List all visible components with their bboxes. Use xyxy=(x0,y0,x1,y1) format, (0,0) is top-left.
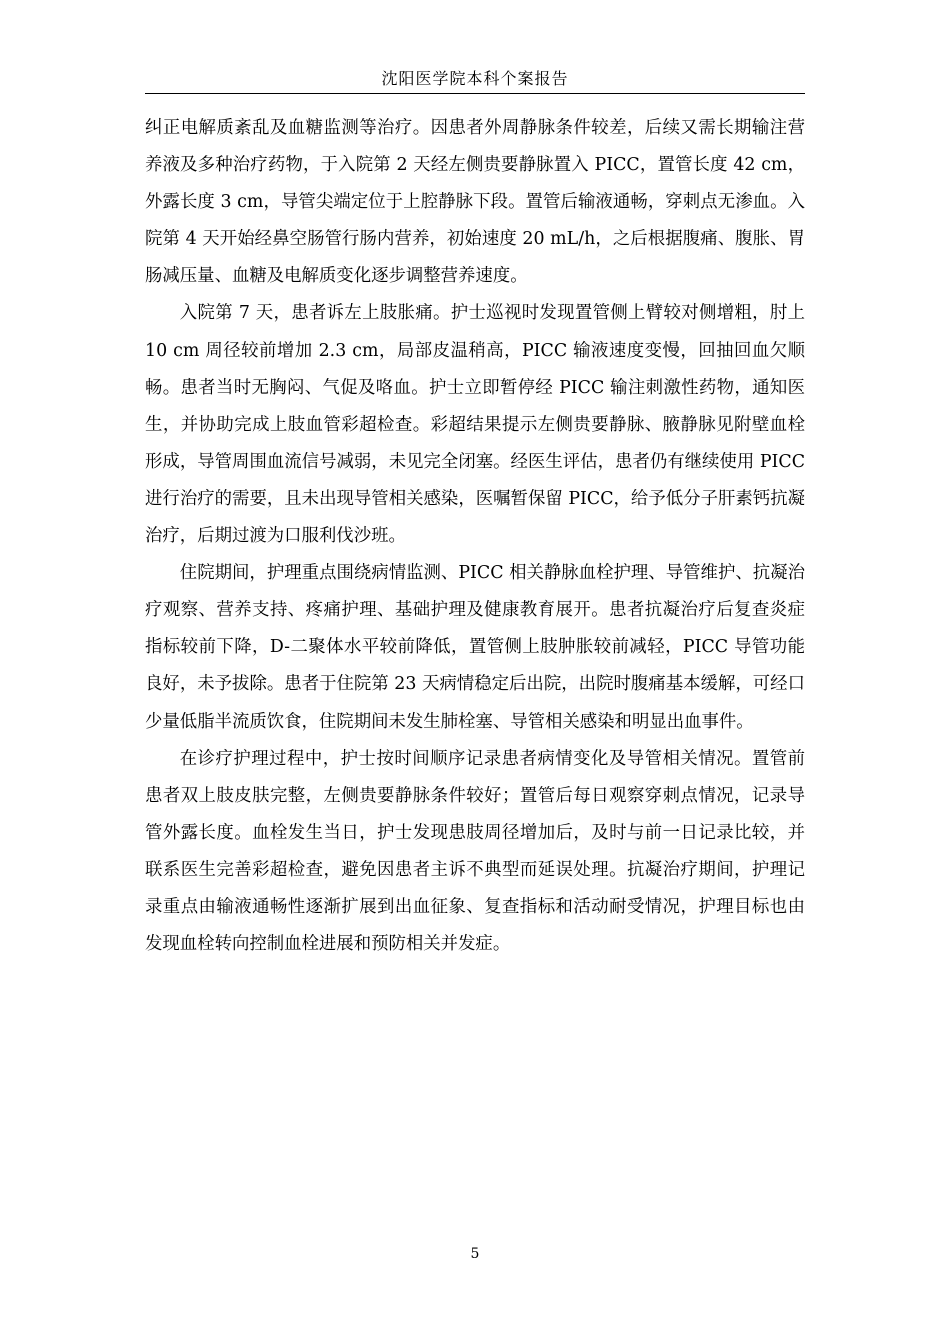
page-header: 沈阳医学院本科个案报告 xyxy=(381,69,569,88)
paragraph-continued: 纠正电解质紊乱及血糖监测等治疗。因患者外周静脉条件较差，后续又需长期输注营养液及多种治疗药物，于入院第 2 天经左侧贵要静脉置入 PICC，置管长度 42 cm，外露长度 3 cm，导管尖端定位于上腔静脉下段。置管后输液通畅，穿刺点无渗血。入院第 4 天开始经鼻空肠管行肠内营养，初始速度 20 mL/h，之后根据腹痛、腹胀、胃肠减压量、血糖及电解质变化逐步调整营养速度。 xyxy=(145,118,805,287)
paragraph-nursing-records: 在诊疗护理过程中，护士按时间顺序记录患者病情变化及导管相关情况。置管前患者双上肢皮肤完整，左侧贵要静脉条件较好；置管后每日观察穿刺点情况，记录导管外露长度。血栓发生当日，护士发现患肢周径增加后，及时与前一日记录比较，并联系医生完善彩超检查，避免因患者主诉不典型而延误处理。抗凝治疗期间，护理记录重点由输液通畅性逐渐扩展到出血征象、复查指标和活动耐受情况，护理目标也由发现血栓转向控制血栓进展和预防相关并发症。 xyxy=(145,748,805,955)
header-rule xyxy=(145,93,805,94)
paragraph-thrombosis-event: 入院第 7 天，患者诉左上肢胀痛。护士巡视时发现置管侧上臂较对侧增粗，肘上 10 cm 周径较前增加 2.3 cm，局部皮温稍高，PICC 输液速度变慢，回抽回血欠顺畅。患者当时无胸闷、气促及咯血。护士立即暂停经 PICC 输注刺激性药物，通知医生，并协助完成上肢血管彩超检查。彩超结果提示左侧贵要静脉、腋静脉见附壁血栓形成，导管周围血流信号减弱，未见完全闭塞。经医生评估，患者仍有继续使用 PICC 进行治疗的需要，且未出现导管相关感染，医嘱暂保留 PICC，给予低分子肝素钙抗凝治疗，后期过渡为口服利伐沙班。 xyxy=(145,303,805,547)
paragraph-hospital-course: 住院期间，护理重点围绕病情监测、PICC 相关静脉血栓护理、导管维护、抗凝治疗观察、营养支持、疼痛护理、基础护理及健康教育展开。患者抗凝治疗后复查炎症指标较前下降，D-二聚体水平较前降低，置管侧上肢肿胀较前减轻，PICC 导管功能良好，未予拔除。患者于住院第 23 天病情稳定后出院，出院时腹痛基本缓解，可经口少量低脂半流质饮食，住院期间未发生肺栓塞、导管相关感染和明显出血事件。 xyxy=(145,563,805,732)
page-number: 5 xyxy=(470,1246,480,1262)
body-text xyxy=(145,110,805,963)
